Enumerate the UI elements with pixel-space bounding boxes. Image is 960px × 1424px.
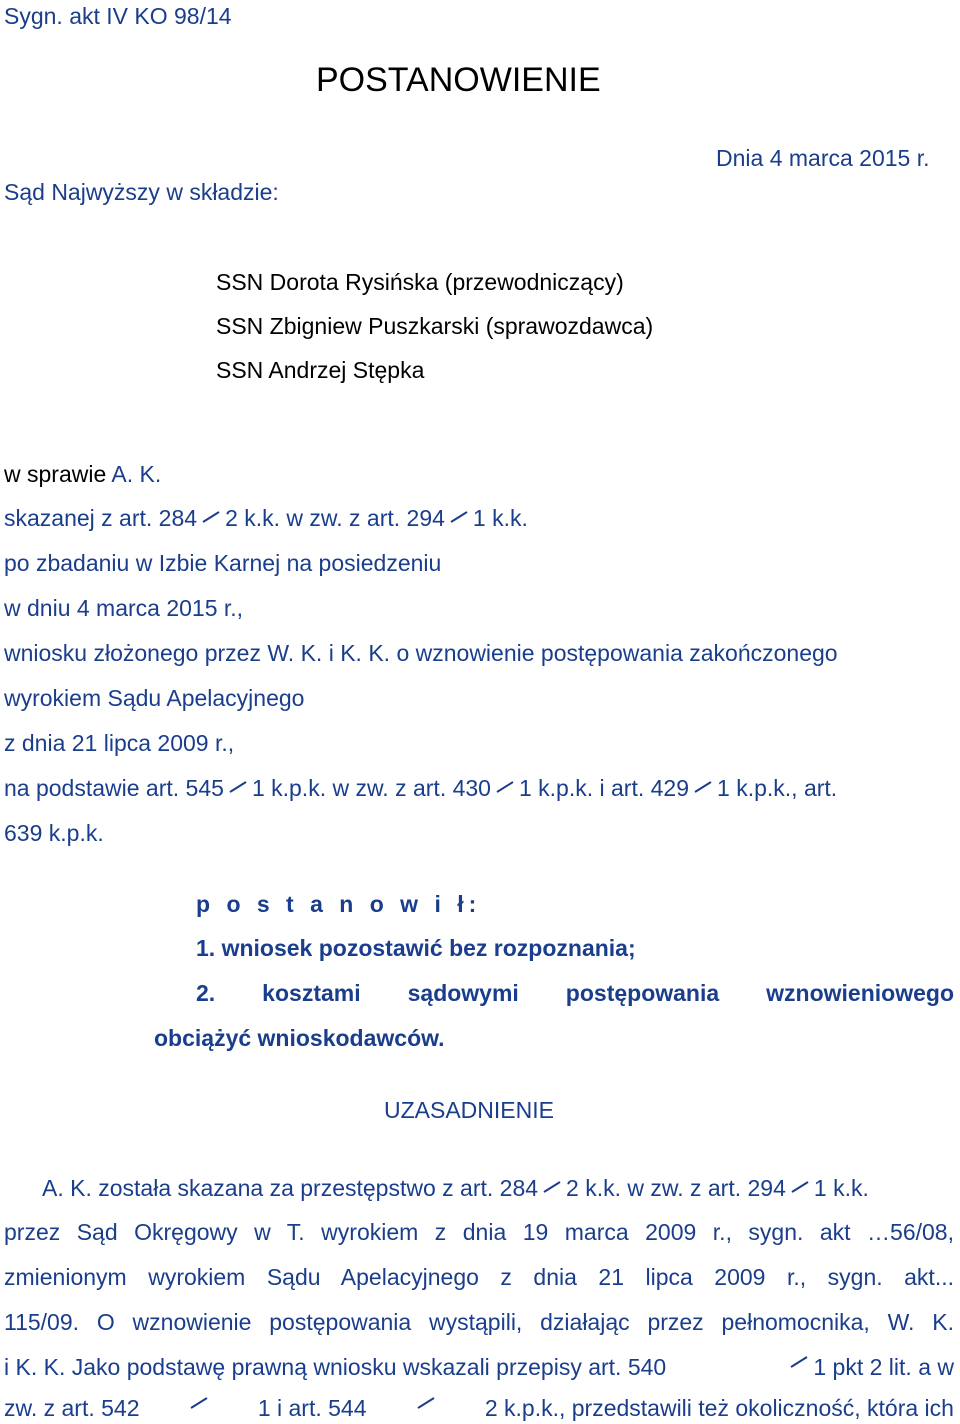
judge-presiding: SSN Dorota Rysińska (przewodniczący)	[216, 269, 624, 295]
just-l6-part2: 1 i art. 544	[257, 1395, 367, 1421]
section-sign-icon	[495, 780, 515, 794]
section-sign-icon	[449, 510, 469, 524]
case-line-4: w dniu 4 marca 2015 r.,	[4, 595, 244, 621]
justification-line-1	[42, 1176, 869, 1201]
ruling-heading: p o s t a n o w i ł:	[196, 891, 482, 917]
ruling-item-2-cont: obciążyć wnioskodawców.	[154, 1025, 445, 1051]
just-l5-tail	[785, 1355, 954, 1380]
ruling-item-1: 1. wniosek pozostawić bez rozpoznania;	[196, 935, 636, 961]
case-l2-part1: skazanej z art. 284	[4, 505, 198, 531]
case-l8-part4: 1 k.p.k., art.	[717, 775, 838, 801]
case-line-9: 639 k.p.k.	[4, 820, 104, 846]
case-line-5: wniosku złożonego przez W. K. i K. K. o wznowienie postępowania zakończonego	[4, 640, 838, 666]
section-sign-icon	[189, 1396, 209, 1410]
case-signature: Sygn. akt IV KO 98/14	[4, 3, 232, 29]
section-sign-icon	[693, 780, 713, 794]
justification-heading: UZASADNIENIE	[384, 1097, 554, 1123]
section-sign-icon	[790, 1180, 810, 1194]
just-l6-part1: zw. z art. 542	[4, 1395, 140, 1421]
document-date: Dnia 4 marca 2015 r.	[716, 145, 930, 171]
justification-line-4: 115/09. O wznowienie postępowania wystąpili, działając przez pełnomocnika, W. K.	[4, 1309, 954, 1335]
just-l5-part2: 1 pkt 2 lit. a w	[813, 1354, 954, 1380]
just-l1-part3: 1 k.k.	[813, 1175, 869, 1201]
case-line-1	[4, 462, 161, 487]
document-title: POSTANOWIENIE	[316, 61, 601, 99]
just-l1-part2: 2 k.k. w zw. z art. 294	[566, 1175, 786, 1201]
just-l5-part1: i K. K. Jako podstawę prawną wniosku wskazali przepisy art. 540	[4, 1354, 667, 1380]
convicted-name: A. K.	[111, 461, 162, 487]
just-l6-part3: 2 k.p.k., przedstawili też okoliczność, która ich	[484, 1395, 954, 1421]
case-intro-text: w sprawie	[4, 461, 112, 487]
case-l8-part2: 1 k.p.k. w zw. z art. 430	[251, 775, 491, 801]
judge-member: SSN Andrzej Stępka	[216, 357, 425, 383]
case-line-7: z dnia 21 lipca 2009 r.,	[4, 730, 235, 756]
section-sign-icon	[542, 1180, 562, 1194]
section-sign-icon	[201, 510, 221, 524]
court-composition-intro: Sąd Najwyższy w składzie:	[4, 179, 279, 205]
case-l2-part3: 1 k.k.	[472, 505, 528, 531]
judge-rapporteur: SSN Zbigniew Puszkarski (sprawozdawca)	[216, 313, 654, 339]
justification-line-5	[4, 1355, 954, 1380]
section-sign-icon	[416, 1396, 436, 1410]
case-l8-part3: 1 k.p.k. i art. 429	[518, 775, 690, 801]
case-l2-part2: 2 k.k. w zw. z art. 294	[225, 505, 445, 531]
case-line-3: po zbadaniu w Izbie Karnej na posiedzeniu	[4, 550, 442, 576]
just-l1-part1: A. K. została skazana za przestępstwo z art. 284	[42, 1175, 539, 1201]
case-line-6: wyrokiem Sądu Apelacyjnego	[4, 685, 305, 711]
case-l8-part1: na podstawie art. 545	[4, 775, 224, 801]
section-sign-icon	[789, 1355, 809, 1369]
ruling-item-2: 2. kosztami sądowymi postępowania wznowieniowego	[196, 980, 954, 1006]
section-sign-icon	[228, 780, 248, 794]
justification-line-2: przez Sąd Okręgowy w T. wyrokiem z dnia 19 marca 2009 r., sygn. akt …56/08,	[4, 1219, 954, 1245]
justification-line-6	[4, 1396, 954, 1421]
case-line-2	[4, 506, 528, 531]
justification-line-3: zmienionym wyrokiem Sądu Apelacyjnego z dnia 21 lipca 2009 r., sygn. akt...	[4, 1264, 954, 1290]
case-line-8	[4, 776, 837, 801]
